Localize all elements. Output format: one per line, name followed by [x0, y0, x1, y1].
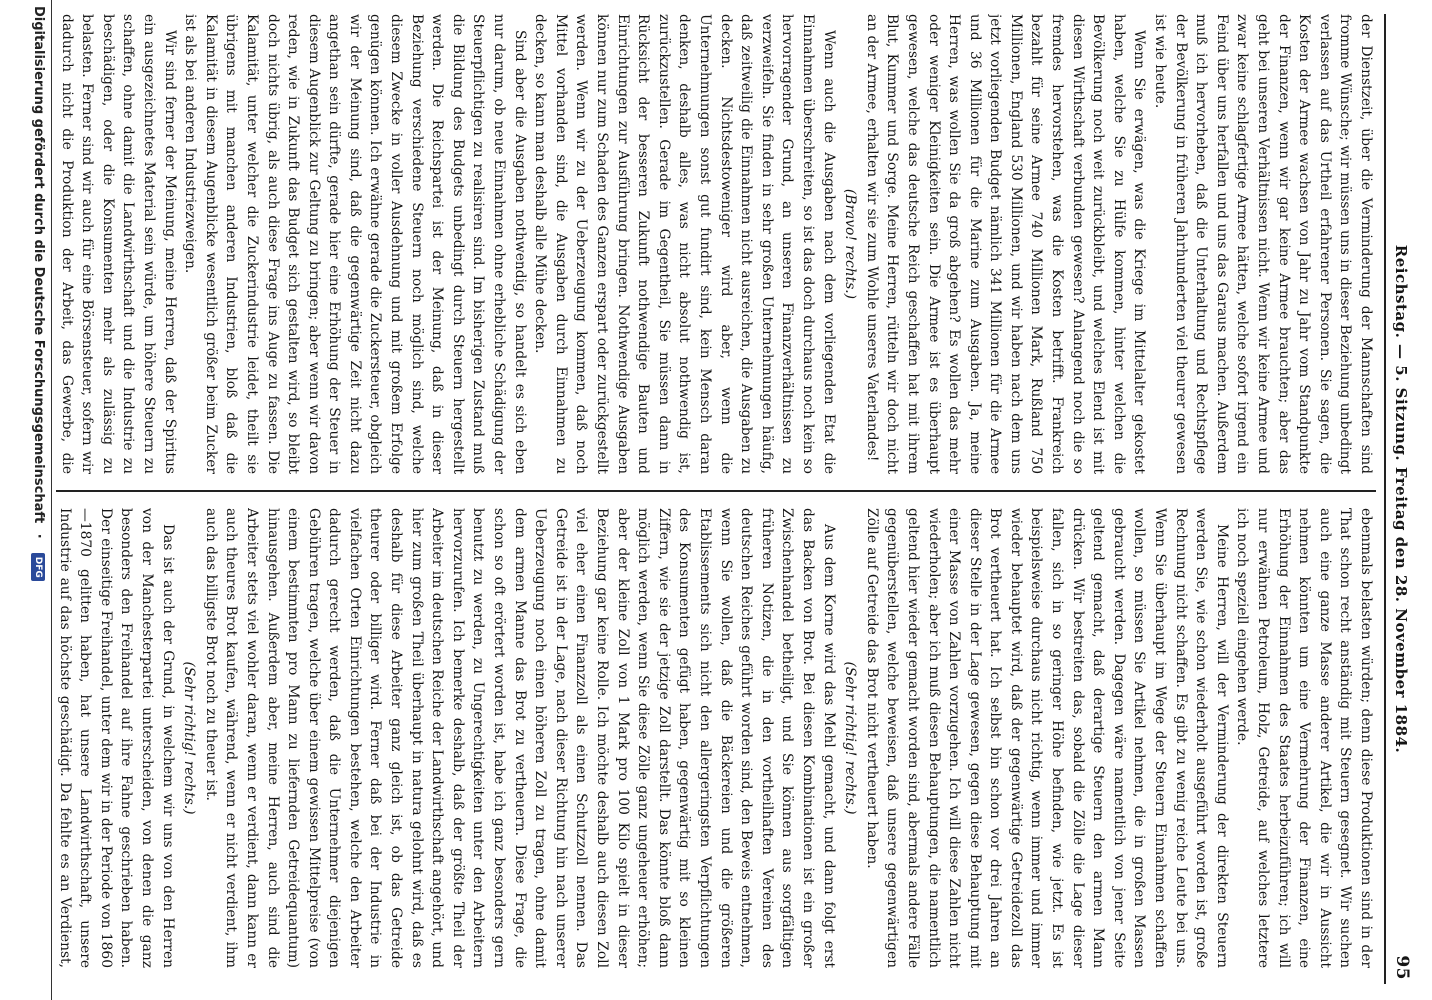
page-number: 95 [1392, 955, 1412, 980]
paragraph: Aus dem Korne wird das Mehl gemacht, und dann folgt erst das Backen von Brot. Bei diesen Kombinationen ist ein großer Zwischenhandel betheiligt, und Sie können aus sorgfältigen früheren Notizen, die in den vortheilhaften Vereinen des deutschen Reiches geführt worden sind, den Beweis entnehmen, wenn Sie wollen, daß die Bäckereien und die größeren Etablissements sich nicht den allergeringsten Verpflichtungen des Konsumenten gefügt haben, gegenwärtig mit so kleinen Ziffern, wie sie der jetzige Zoll darstellt. Das könnte bloß dann möglich werden, wenn Sie diese Zölle ganz ungeheuer erhöhen; aber der kleine Zoll von 1 Mark pro 100 Kilo spielt in dieser Beziehung gar keine Rolle. Ich möchte deshalb auch diesen Zoll viel eher einen Finanzzoll als einen Schutzzoll nennen. Das Getreide ist in der Lage, nach dieser Richtung hin nach unserer Ueberzeugung noch einen höheren Zoll zu tragen, ohne damit dem armen Manne das Brot zu vertheuern. Diese Frage, die schon so oft erörtert worden ist, habe ich ganz besonders gern benutzt zu werden, zu Ungerechtigkeiten unter den Arbeitern hervorzurufen. Ich bemerke deshalb, daß der größte Theil der Arbeiter im deutschen Reiche der Landwirthschaft angehört, und hier zum großen Theil überhaupt in natura gelohnt wird, daß es deshalb für diese Arbeiter ganz gleich ist, ob das Getreide theurer oder billiger wird. Ferner daß bei der Industrie in vielfachen Orten Einrichtungen bestehen, welche den Arbeiter dadurch gerecht werden, daß die Unternehmer diejenigen Gebühren tragen, welche über einem gewissen Mittelpreise (von einem bestimmten pro Mann zu liefernden Getreidequantum) hinausgehen. Außerdem aber, meine Herren, auch sind die Arbeiter stets viel wohler daran, wenn er verdient, dann kann er auch theures Brot kaufen, während, wenn er nicht verdient, ihm auch das billigste Brot noch zu theuer ist. [202, 508, 837, 968]
column-divider [56, 490, 1376, 492]
paragraph: Wenn auch die Ausgaben nach dem vorliegenden Etat die Einnahmen überschreiten, so ist das doch durchaus noch kein so hervorragender Grund, an unseren Finanzverhältnissen zu verzweifeln. Sie finden in sehr großen Unternehmungen häufig, daß zeitweilig die Einnahmen nicht ausreichen, die Ausgaben zu decken. Nichtsdestoweniger wird aber, wenn die Unternehmungen sonst gut fundirt sind, kein Mensch daran denken, deshalb alles, was nicht absolut nothwendig ist, zurückzustellen. Gerade im Gegentheil, Sie müssen dann in Rücksicht der besseren Zukunft nothwendige Bauten und Einrichtungen zur Ausführung bringen. Nothwendige Ausgaben können nur zum Schaden des Ganzen erspart oder zurückgestellt werden. Wenn wir zu der Ueberzeugung kommen, daß noch Mittel vorhanden sind, die Ausgaben durch Einnahmen zu decken, so kann man deshalb alle Mühe decken. [532, 14, 837, 474]
audience-reaction: (Sehr richtig! rechts.) [842, 661, 859, 815]
left-column [56, 14, 1376, 474]
paragraph: Sind aber die Ausgaben nothwendig, so handelt es sich eben nur darum, ob neue Einnahmen ohne erhebliche Schädigung der Steuerpflichtigen zu realisiren sind. Im bisherigen Zustand muß die Bildung des Budgets unbedingt durch Steuern hergestellt werden. Die Reichspartei ist der Meinung, daß in dieser Beziehung verschiedene Steuern noch möglich sind, welche diesem Zwecke in voller Ausdehnung und mit großem Erfolge genügen können. Ich erwähne gerade die Zuckersteuer, obgleich wir der Meinung sind, daß die gegenwärtige Zeit nicht dazu angethan sein dürfte, gerade hier eine Erhöhung der Steuer in diesem Augenblick zur Geltung zu bringen; aber wenn wir davon reden, wie in Zukunft das Budget sich gestalten wird, so bleibt doch nichts übrig, als auch diese Frage ins Auge zu fassen. Die Kalamität, unter welcher die Zuckerindustrie leidet, theilt sie übrigens mit manchen anderen Industrien, bloß daß die Kalamität in diesem Augenblicke wesentlich größer beim Zucker ist als bei anderen Industriezweigen. [182, 14, 528, 474]
digitization-footer [22, 6, 46, 996]
footer-text: Digitalisierung gefördert durch die Deutsche Forschungsgemeinschaft [31, 6, 46, 524]
page-title: Reichstag. — 5. Sitzung. Freitag den 28. November 1884. [1392, 244, 1410, 754]
footer-separator: · [31, 533, 46, 539]
paragraph: Meine Herren, will der Verminderung der direkten Steuern werden Sie, wie schon wiederholt ausgeführt worden ist, große Rechnung nicht schaffen. Es gibt zu wenig reiche Leute bei uns. Wenn Sie überhaupt im Wege der Steuern Einnahmen schaffen wollen, so müssen Sie Artikel nehmen, die in großen Massen gebraucht werden. Dagegen wäre namentlich von jener Seite geltend gemacht, daß derartige Steuern den armen Mann drücken. Wir bestreiten das, sobald die Zölle die Lage dieser fallen, sich in so geringer Höhe befinden, wie jetzt. Es ist beispielsweise durchaus nicht richtig, wenn immer und immer wieder behauptet wird, daß der gegenwärtige Getreidezoll das Brot vertheuert hat. Ich selbst bin schon vor drei Jahren an dieser Stelle in der Lage gewesen, gegen diese Behauptung mit einer Masse von Zahlen vorzugehen. Ich will diese Zahlen nicht wiederholen; aber ich muß diesen Behauptungen, die namentlich geltend hier wieder gemacht worden sind, abermals andere Fälle gegenüberstellen, welche beweisen, daß unsere gegenwärtigen Zölle auf Getreide das Brot nicht vertheuert haben. [863, 508, 1230, 968]
header-rule [1384, 14, 1386, 984]
paragraph: Wir sind ferner der Meinung, meine Herren, daß der Spiritus ein ausgezeichnetes Material sein würde, um höhere Steuern zu schaffen, ohne damit die Landwirthschaft und die Industrie zu beschädigen, oder die Konsumenten mehr als zulässig zu belasten. Ferner sind wir auch für eine Börsensteuer, sofern wir dadurch nicht die Produktion der Arbeit, das Gewerbe, die [58, 14, 178, 474]
dfg-logo-icon: DFG [32, 553, 46, 581]
paragraph: Das ist auch der Grund, in welchem wir uns von den Herren von der Manchesterpartei unterscheiden, von denen die ganz besonders den Freihandel auf ihre Fahne geschrieben haben. Der einseitige Freihandel, unter dem wir in der Periode von 1860—1870 gelitten haben, hat unsere Landwirthschaft, unsere Industrie auf das höchste geschädigt. Da fehlte es an Verdienst, [56, 508, 176, 968]
paragraph: der Dienstzeit, über die Verminderung der Mannschaften sind fromme Wünsche; wir müssen uns in dieser Beziehung unbedingt verlassen auf das Urtheil erfahrener Personen. Sie sagen, die Kosten der Armee wachsen von Jahr zu Jahr vom Standpunkte der Finanzen, wenn wir gar keine Armee brauchten; aber das geht bei unseren Verhältnissen nicht. Wenn wir keine Armee und zwar keine schlagfertige Armee hätten, welche sofort irgend ein Feind über uns herfallen und uns das Garaus machen. Außerdem muß ich hervorheben, daß die Unterhaltung und Rechtspflege der Bevölkerung in früheren Jahrhunderten viel theurer gewesen ist wie heute. [1152, 14, 1374, 474]
page-header [1386, 14, 1412, 984]
paragraph: Wenn Sie erwägen, was die Kriege im Mittelalter gekostet haben, welche Sie zu Hülfe kommen, hinter welchen die Bevölkerung noch weit zurückbleibt, und welches Elend ist mit diesen Wirthschaft verbunden gewesen? Anlangend noch die so fremdes hervorstehen, was die Kosten betrifft. Frankreich bezahlt für seine Armee 740 Millionen Mark, Rußland 750 Millionen, England 530 Millionen, und wir haben nach dem uns jetzt vorliegenden Budget nämlich 341 Millionen für die Armee und 36 Millionen für die Marine zum Ausgaben. Ja, meine Herren, was wollen Sie da groß abgehen? Es wollen das mehr oder weniger Kleinigkeiten sein. Die Armee ist es überhaupt gewesen, welche das deutsche Reich geschaffen hat mit ihrem Blut, Kummer und Sorge. Meine Herren, rütteln wir doch nicht an der Armee, erhalten wir sie zum Wohle unseres Vaterlandes! [863, 14, 1148, 474]
audience-reaction: (Bravo! rechts.) [842, 188, 859, 300]
right-column [56, 508, 1376, 968]
paragraph: ebenmals belasten würden; denn diese Produktionen sind in der That schon recht anständig mit Steuern gesegnet. Wir suchen auch eine ganze Masse anderer Artikel, die wir in Aussicht nehmen könnten um eine Vermehrung der Finanzen, eine Erhöhung der Einnahmen des Staates herbeizuführen; ich will nur erwähnen Petroleum, Holz, Getreide, auf welches letztere ich noch speziell eingehen werde. [1234, 508, 1374, 968]
newspaper-page [42, 14, 1412, 984]
footer-rule [51, 0, 52, 1000]
audience-reaction: (Sehr richtig! rechts.) [181, 661, 198, 815]
